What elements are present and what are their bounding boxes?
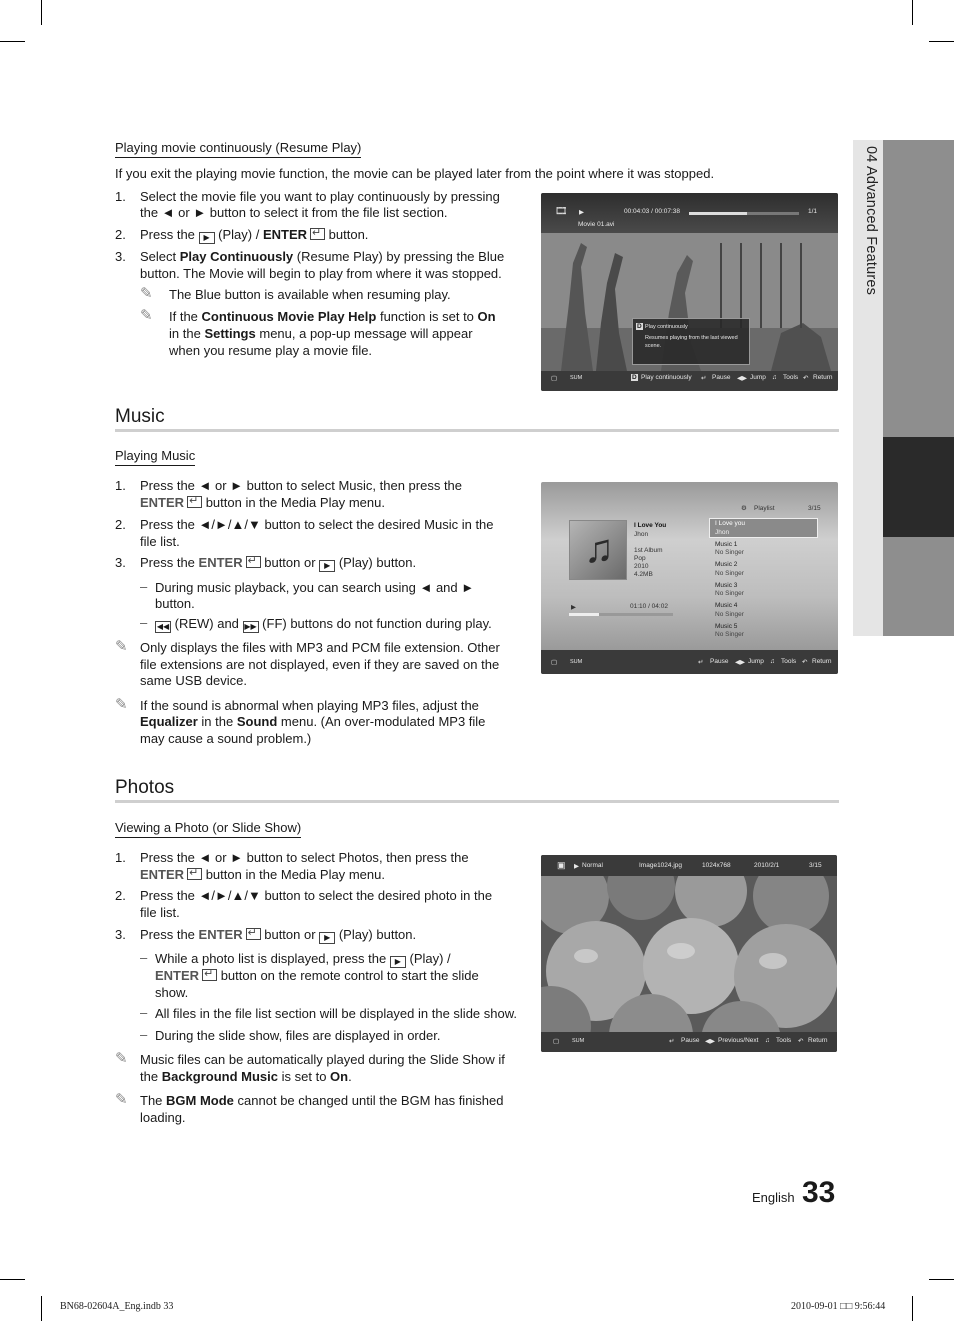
tools-icon: ♫ <box>770 658 775 665</box>
playlist-icon: ⚙ <box>741 505 747 512</box>
enter-icon: ↵ <box>669 1038 675 1045</box>
bold-term: Music <box>338 478 373 493</box>
enter-icon <box>310 228 325 240</box>
album-art <box>569 520 627 580</box>
playlist-item-singer: No Singer <box>715 590 744 597</box>
step-text: Press the ◄/►/▲/▼ button to select the desired photo in the <box>140 888 493 903</box>
note-text: Music files can be automatically played during the Slide Show if <box>140 1052 505 1067</box>
dash-bullet: – <box>140 579 148 594</box>
photo-icon: ▣ <box>557 860 566 870</box>
bullet-text <box>155 950 451 968</box>
step-number: 3. <box>115 555 126 570</box>
step-text <box>140 226 368 244</box>
step-text <box>140 248 504 265</box>
playlist-item-title[interactable]: Music 5 <box>715 622 738 630</box>
step-text <box>140 554 416 572</box>
bold-term: On <box>477 309 496 324</box>
movie-progress-fill <box>689 212 747 215</box>
photos-heading: Photos <box>115 777 175 798</box>
blue-button-icon: D <box>632 374 637 381</box>
prevnext-hint: Previous/Next <box>718 1037 759 1044</box>
chapter-tab <box>883 140 954 437</box>
text-run: (FF) buttons do not function during play. <box>262 616 492 631</box>
enter-label: ENTER <box>140 495 185 510</box>
note-text <box>140 713 485 730</box>
usb-icon: ▢ <box>551 659 558 666</box>
play-button-icon: ▶ <box>319 932 335 944</box>
dash-bullet: – <box>140 615 148 630</box>
popup-body: scene. <box>645 343 662 349</box>
text-run: While a photo list is displayed, press the <box>155 951 387 966</box>
text-run: , then press the <box>378 850 469 865</box>
text-run: button or <box>264 555 316 570</box>
pause-hint: Pause <box>712 374 731 381</box>
rewind-button-icon: ◀◀ <box>156 622 170 631</box>
step-text: Press the ◄/►/▲/▼ button to select the desired Music in the <box>140 517 494 532</box>
text-run: in the <box>201 714 234 729</box>
playlist-item-singer: No Singer <box>715 610 744 618</box>
song-year: 2010 <box>634 563 649 570</box>
bold-term: On <box>330 1069 349 1084</box>
step-number: 2. <box>115 517 126 532</box>
resume-subheading: Playing movie continuously (Resume Play) <box>115 140 361 158</box>
step-number: 2. <box>115 888 126 903</box>
resume-popup <box>632 318 750 365</box>
enter-icon <box>187 868 202 880</box>
bullet-text: During the slide show, files are displayed in order. <box>155 1028 441 1043</box>
section-rule <box>115 800 839 803</box>
music-note-icon: ♫ <box>584 527 614 571</box>
dash-bullet: – <box>140 950 148 965</box>
text-run: button in the <box>205 495 278 510</box>
play-button-icon: ▶ <box>390 956 406 968</box>
playlist-item-singer: Jhon <box>715 528 730 536</box>
step-text: file list. <box>140 905 180 920</box>
chapter-sidebar <box>853 140 954 636</box>
pause-hint: Pause <box>710 658 729 665</box>
bold-term: Media Play <box>280 495 346 510</box>
step-text: file list. <box>140 534 180 549</box>
step-text <box>140 494 385 511</box>
section-rule <box>115 429 839 432</box>
return-hint: Return <box>812 658 832 665</box>
pause-hint: Pause <box>681 1037 700 1044</box>
photo-resolution: 1024x768 <box>702 862 731 869</box>
enter-label: ENTER <box>198 555 243 570</box>
enter-label: ENTER <box>198 927 243 942</box>
note-text: Only displays the files with MP3 and PCM file extension. Other <box>140 640 500 655</box>
play-icon: ▶ <box>574 863 579 870</box>
step-text <box>140 477 462 494</box>
text-run: Press the ◄ or ► button to select <box>140 850 335 865</box>
step-text <box>140 849 469 866</box>
film-icon: 🎞 <box>555 206 568 217</box>
device-name: SUM <box>570 375 583 381</box>
step-text <box>140 866 385 883</box>
playlist-label: Playlist <box>754 505 775 512</box>
music-page: 3/15 <box>808 505 821 512</box>
text-run: . <box>348 1069 352 1084</box>
text-run: The <box>140 1093 163 1108</box>
text-run: If the <box>169 309 198 324</box>
blue-button-icon: D <box>637 323 642 330</box>
chapter-tab-active <box>883 437 954 537</box>
movie-screenshot <box>541 193 838 391</box>
photos-subheading: Viewing a Photo (or Slide Show) <box>115 820 301 838</box>
arrows-icon: ◀▶ <box>735 659 745 666</box>
text-run: button in the <box>205 867 278 882</box>
crop-mark <box>912 0 913 25</box>
photo-screenshot <box>541 855 837 1052</box>
playlist-item-singer: No Singer <box>715 549 744 556</box>
popup-body: Resumes playing from the last viewed <box>645 335 738 341</box>
chapter-tab <box>883 537 954 636</box>
song-album: 1st Album <box>634 547 663 554</box>
song-size: 4.2MB <box>634 571 653 578</box>
play-button-icon: ▶ <box>199 232 215 244</box>
text-run: button. <box>328 227 369 242</box>
text-run: is set to <box>281 1069 327 1084</box>
photo-page: 3/15 <box>809 862 822 869</box>
fast-forward-button-icon: ▶▶ <box>244 622 257 631</box>
song-progress-bar <box>569 613 673 616</box>
movie-time: 00:04:03 / 00:07:38 <box>624 208 681 215</box>
playlist-item-title[interactable]: Music 3 <box>715 581 738 589</box>
crop-mark <box>41 1296 42 1321</box>
tools-hint: Tools <box>781 658 797 665</box>
bold-term: Settings <box>204 326 256 341</box>
song-artist: Jhon <box>634 531 649 538</box>
crop-mark <box>929 1279 954 1280</box>
note-text <box>169 308 496 325</box>
text-run: in the <box>169 326 201 341</box>
tools-icon: ♫ <box>772 374 777 381</box>
jump-hint: Jump <box>748 658 764 665</box>
text-run: Select <box>140 249 177 264</box>
bold-term: BGM Mode <box>166 1093 234 1108</box>
note-text: same USB device. <box>140 673 247 688</box>
text-run: (Play) / <box>218 227 260 242</box>
photo-filename: Image1024.jpg <box>639 862 683 869</box>
note-icon: ✎ <box>115 1091 128 1108</box>
step-text: the ◄ or ► button to select it from the file list section. <box>140 205 448 220</box>
note-text <box>140 1092 504 1109</box>
text-run: Press the <box>140 927 195 942</box>
note-icon: ✎ <box>140 285 153 302</box>
crop-mark <box>929 41 954 42</box>
text-run: Press the <box>140 555 195 570</box>
popup-title: Play continuously <box>645 324 688 330</box>
text-run: cannot be changed until the BGM has finished <box>237 1093 504 1108</box>
text-run: menu. (An over-modulated MP3 file <box>280 714 486 729</box>
song-time: 01:10 / 04:02 <box>630 603 668 610</box>
usb-icon: ▢ <box>553 1038 560 1045</box>
movie-filename: Movie 01.avi <box>578 221 615 228</box>
step-number: 1. <box>115 189 126 204</box>
note-text: file extensions are not displayed, even if they are saved on the <box>140 657 500 672</box>
tools-hint: Tools <box>776 1037 792 1044</box>
play-button-icon: ▶ <box>319 560 335 572</box>
arrows-icon: ◀▶ <box>705 1038 715 1045</box>
playlist-item-singer: No Singer <box>715 631 744 638</box>
crop-mark <box>0 41 25 42</box>
text-run: (Play) / <box>409 951 451 966</box>
bullet-text: All files in the file list section will be displayed in the slide show. <box>155 1006 518 1021</box>
enter-icon <box>246 556 261 568</box>
note-text <box>140 1068 352 1085</box>
playlist-item-title[interactable]: Music 1 <box>715 540 738 548</box>
note-icon: ✎ <box>140 307 153 324</box>
bold-term: Media Play <box>280 867 346 882</box>
text-run: menu. <box>348 495 385 510</box>
return-hint: Return <box>808 1037 828 1044</box>
step-number: 2. <box>115 227 126 242</box>
text-run: Press the ◄ or ► button to select <box>140 478 335 493</box>
playlist-item-title[interactable]: Music 4 <box>715 602 738 609</box>
text-run: menu, a pop-up message will appear <box>259 326 473 341</box>
bold-term: Sound <box>236 714 278 729</box>
crop-mark <box>41 0 42 25</box>
playlist-item-title[interactable]: Music 2 <box>715 561 738 568</box>
resume-intro: If you exit the playing movie function, the movie can be played later from the point where it was stopped. <box>115 166 715 181</box>
dash-bullet: – <box>140 1027 148 1042</box>
step-number: 3. <box>115 927 126 942</box>
print-timestamp: 2010-09-01 □□ 9:56:44 <box>791 1301 886 1312</box>
note-icon: ✎ <box>115 1050 128 1067</box>
song-progress-fill <box>569 613 599 616</box>
arrows-icon: ◀▶ <box>737 375 747 382</box>
text-run: , then press the <box>372 478 463 493</box>
text-run: (Play) button. <box>338 555 417 570</box>
note-icon: ✎ <box>115 696 128 713</box>
step-number: 3. <box>115 249 126 264</box>
step-text: Select the movie file you want to play continuously by pressing <box>140 189 500 204</box>
return-icon: ↶ <box>803 375 809 382</box>
note-text: when you resume play a movie file. <box>169 343 373 358</box>
play-icon: ▶ <box>571 604 576 611</box>
bold-term: Play Continuously <box>179 249 294 264</box>
return-icon: ↶ <box>802 659 808 666</box>
device-name: SUM <box>572 1038 585 1044</box>
usb-icon: ▢ <box>551 375 558 382</box>
play-continuously-hint: Play continuously <box>641 374 692 381</box>
note-icon: ✎ <box>115 638 128 655</box>
bullet-text: button. <box>155 596 195 611</box>
music-screenshot <box>541 482 838 674</box>
enter-icon: ↵ <box>698 659 704 666</box>
movie-progress-bar <box>689 212 799 215</box>
enter-label: ENTER <box>262 227 308 242</box>
enter-label: ENTER <box>155 968 200 983</box>
step-text: button. The Movie will begin to play from where it was stopped. <box>140 266 502 281</box>
bold-term: Equalizer <box>140 714 198 729</box>
enter-label: ENTER <box>140 867 185 882</box>
crop-mark <box>912 1296 913 1321</box>
bullet-text: During music playback, you can search using ◄ and ► <box>155 580 475 595</box>
playlist-item-singer: No Singer <box>715 569 744 577</box>
footer-language: English <box>752 1190 795 1205</box>
note-text: loading. <box>140 1110 186 1125</box>
enter-icon <box>187 496 202 508</box>
step-number: 1. <box>115 850 126 865</box>
device-name: SUM <box>570 659 583 665</box>
return-icon: ↶ <box>798 1038 804 1045</box>
text-run: the <box>140 1069 159 1084</box>
text-run: (Play) button. <box>338 927 417 942</box>
play-icon: ▶ <box>579 209 584 216</box>
bullet-text: show. <box>155 985 189 1000</box>
page-number: 33 <box>802 1176 836 1209</box>
print-slug: BN68-02604A_Eng.indb 33 <box>60 1301 174 1312</box>
song-title: I Love You <box>634 522 667 529</box>
note-text: may cause a sound problem.) <box>140 731 312 746</box>
text-run: button on the remote control to start the slide <box>220 968 479 983</box>
bold-term: Photos <box>338 850 379 865</box>
step-number: 1. <box>115 478 126 493</box>
jump-hint: Jump <box>750 374 766 381</box>
text-run: menu. <box>348 867 385 882</box>
bullet-text <box>155 967 479 984</box>
chapter-label: 04 Advanced Features <box>863 146 879 296</box>
photo-mode: Normal <box>582 862 603 869</box>
playlist-item-title[interactable]: I Love you <box>715 520 745 527</box>
photo-date: 2010/2/1 <box>754 862 780 869</box>
enter-icon: ↵ <box>701 375 707 382</box>
bold-term: Background Music <box>161 1069 278 1084</box>
bullet-text <box>155 615 492 633</box>
return-hint: Return <box>813 374 833 381</box>
music-heading: Music <box>115 406 165 427</box>
text-run: (REW) and <box>174 616 239 631</box>
movie-page: 1/1 <box>808 208 818 215</box>
text-run: (Resume Play) by pressing the Blue <box>296 249 505 264</box>
step-text <box>140 926 416 944</box>
crop-mark <box>0 1279 25 1280</box>
song-genre: Pop <box>634 555 646 562</box>
enter-icon <box>202 969 217 981</box>
note-text: If the sound is abnormal when playing MP3 files, adjust the <box>140 698 479 713</box>
text-run: button or <box>264 927 316 942</box>
note-text <box>169 325 473 342</box>
enter-icon <box>246 928 261 940</box>
apples-photo <box>541 876 837 1032</box>
music-subheading: Playing Music <box>115 448 195 466</box>
note-text: The Blue button is available when resuming play. <box>169 287 451 302</box>
dash-bullet: – <box>140 1005 148 1020</box>
tools-icon: ♫ <box>765 1037 770 1044</box>
tools-hint: Tools <box>783 374 799 381</box>
text-run: Press the <box>140 227 195 242</box>
text-run: function is set to <box>379 309 474 324</box>
bold-term: Continuous Movie Play Help <box>201 309 377 324</box>
